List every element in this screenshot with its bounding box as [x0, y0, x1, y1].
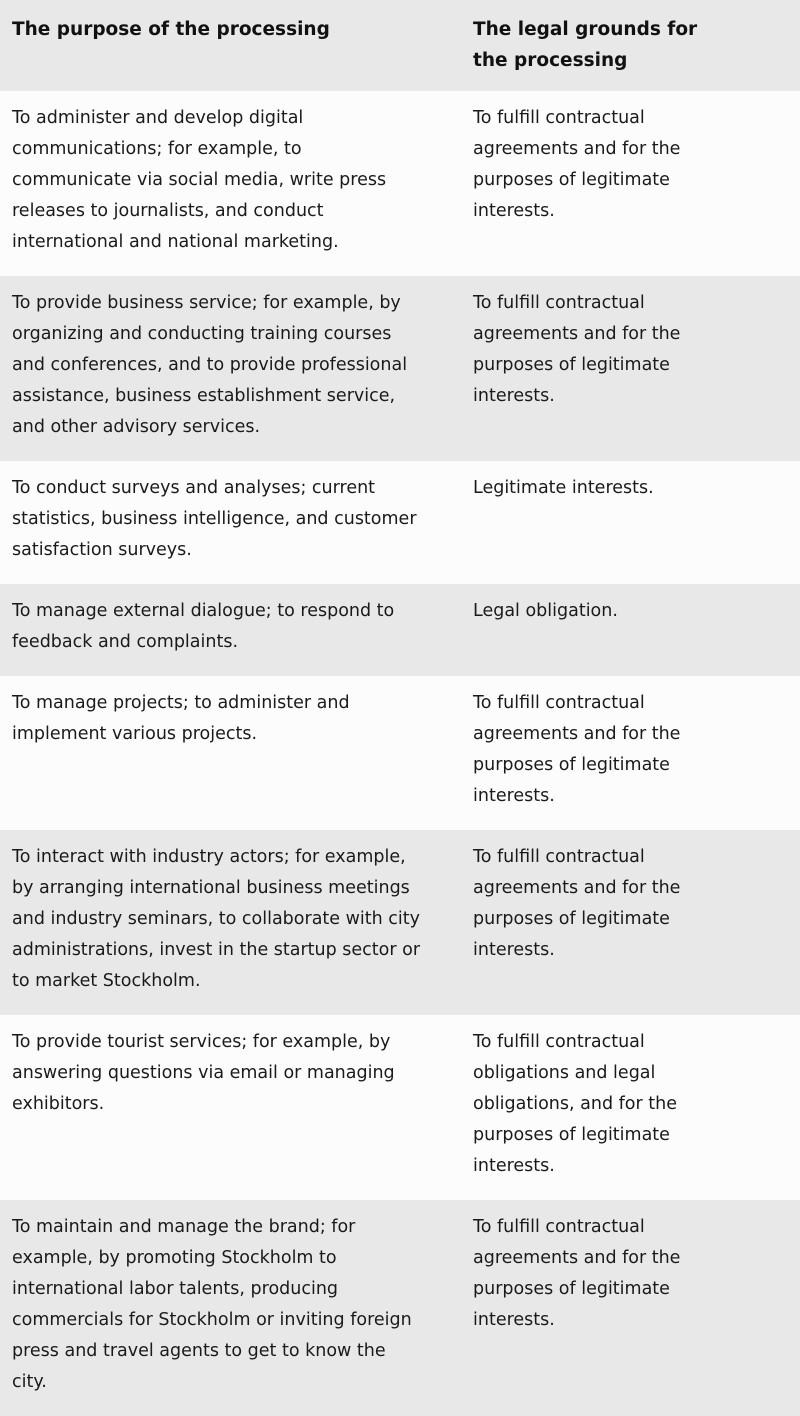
table-row — [0, 584, 800, 676]
legal-grounds-column-header: The legal grounds for the processing — [461, 0, 800, 91]
legal-grounds-cell: To fulfill contractual agreements and for the purposes of legitimate interests. — [461, 830, 800, 1015]
table-row — [0, 461, 800, 584]
purpose-column-header: The purpose of the processing — [0, 0, 461, 91]
purpose-cell: To maintain and manage the brand; for example, by promoting Stockholm to international labor talents, producing commercials for Stockholm or inviting foreign press and travel agents to get to know the city. — [0, 1200, 461, 1416]
table-row — [0, 1015, 800, 1200]
legal-grounds-cell: Legitimate interests. — [461, 461, 800, 584]
legal-grounds-cell: Legal obligation. — [461, 584, 800, 676]
legal-grounds-cell: To fulfill contractual agreements and for the purposes of legitimate interests. — [461, 1200, 800, 1416]
table-row — [0, 676, 800, 830]
table-body — [0, 91, 800, 1416]
purpose-cell: To administer and develop digital communications; for example, to communicate via social media, write press releases to journalists, and conduct international and national marketing. — [0, 91, 461, 276]
purpose-cell: To provide tourist services; for example, by answering questions via email or managing exhibitors. — [0, 1015, 461, 1200]
legal-grounds-cell: To fulfill contractual obligations and legal obligations, and for the purposes of legitimate interests. — [461, 1015, 800, 1200]
purpose-cell: To conduct surveys and analyses; current statistics, business intelligence, and customer satisfaction surveys. — [0, 461, 461, 584]
table-row — [0, 276, 800, 461]
table-header — [0, 0, 800, 91]
header-row — [0, 0, 800, 91]
table-row — [0, 91, 800, 276]
purpose-cell: To interact with industry actors; for example, by arranging international business meetings and industry seminars, to collaborate with city administrations, invest in the startup sector or to market Stockholm. — [0, 830, 461, 1015]
table-row — [0, 1200, 800, 1416]
legal-grounds-cell: To fulfill contractual agreements and for the purposes of legitimate interests. — [461, 676, 800, 830]
legal-grounds-cell: To fulfill contractual agreements and for the purposes of legitimate interests. — [461, 276, 800, 461]
purpose-cell: To manage projects; to administer and implement various projects. — [0, 676, 461, 830]
legal-grounds-cell: To fulfill contractual agreements and for the purposes of legitimate interests. — [461, 91, 800, 276]
table-row — [0, 830, 800, 1015]
purpose-cell: To manage external dialogue; to respond to feedback and complaints. — [0, 584, 461, 676]
purpose-cell: To provide business service; for example, by organizing and conducting training courses and conferences, and to provide professional assistance, business establishment service, and other advisory services. — [0, 276, 461, 461]
